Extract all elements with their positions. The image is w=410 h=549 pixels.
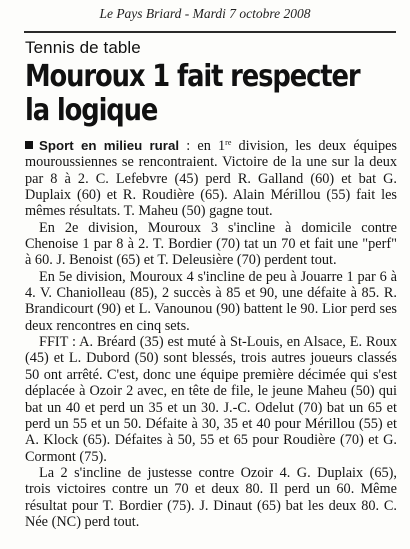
section-rule <box>24 31 396 33</box>
masthead: Le Pays Briard - Mardi 7 octobre 2008 <box>99 6 311 21</box>
headline-line-2: la logique <box>25 93 158 128</box>
bullet-square-icon <box>25 141 33 149</box>
paragraph-5: La 2 s'incline de justesse contre Ozoir 4. G. Duplaix (65), trois victoires contre un 70 et deux 80. Il perd un 60. Même résultat pour T. Bordier (75). J. Dinaut (65) bat les deux 80. C. Née (NC) perd tout. <box>25 464 397 530</box>
paragraph-1 <box>25 138 397 220</box>
section-label: Tennis de table <box>25 38 141 57</box>
paragraph-lead: Sport en milieu rural <box>39 138 180 153</box>
paragraph-2: En 2e division, Mouroux 3 s'incline à domicile contre Chenoise 1 par 8 à 2. T. Bordier (70) tat un 70 et fait une "perf" à 60. J. Benoist (65) et T. Deleusière (70) perdent tout. <box>25 219 397 269</box>
paragraph-3: En 5e division, Mouroux 4 s'incline de peu à Jouarre 1 par 6 à 4. V. Chaniolleau (85), 2 succès à 85 et 90, une défaite à 85. R. Brandicourt (90) et L. Vanounou (90) battent le 90. Lior perd ses deux rencontres en cinq sets. <box>25 268 397 334</box>
headline-line-1: Mouroux 1 fait respecter <box>25 59 360 94</box>
superscript: re <box>225 138 232 147</box>
paragraph-text: division, les deux équipes mouroussiennes se rencontraient. Victoire de la une sur la deux par 8 à 2. C. Lefebvre (45) perd R. Galland (60) et bat G. Duplaix (60) et R. Roudière (65). Alain Mérillou (55) fait les mêmes résultats. T. Maheu (50) gagne tout. <box>25 138 397 220</box>
paragraph-lead-sep: : en 1 <box>179 138 226 154</box>
article-body <box>25 138 397 530</box>
headline <box>25 59 360 128</box>
paragraph-4: FFIT : A. Bréard (35) est muté à St-Louis, en Alsace, E. Roux (45) et L. Dubord (50) sont blessés, trois autres joueurs classés 50 ont arrêté. C'est, donc une équipe première décimée qui s'est déplacée à Ozoir 2 avec, en tête de file, le jeune Maheu (50) qui bat un 40 et perd un 35 et un 30. J.-C. Odelut (70) bat un 65 et perd un 55 et un 50. Défaite à 30, 35 et 40 pour Mérillou (55) et A. Klock (65). Défaites à 50, 55 et 65 pour Roudière (70) et G. Cormont (75). <box>25 334 397 465</box>
